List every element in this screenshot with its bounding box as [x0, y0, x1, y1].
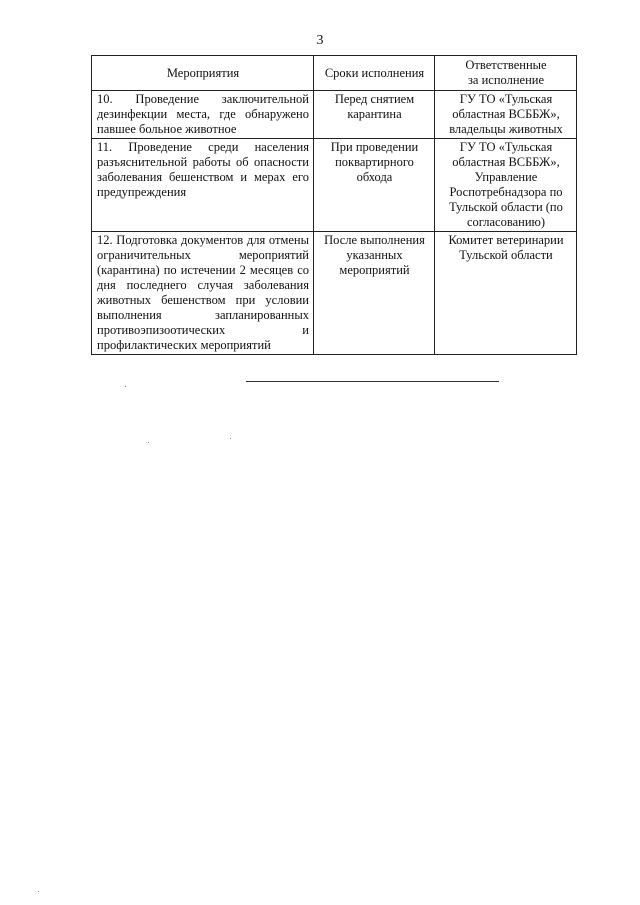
activity-cell: 12. Подготовка документов для отмены ограничительных мероприятий (карантина) по истечении 2 месяцев со дня последнего случая заболевания животных бешенством при условии выполнения запланированных противоэпизоотических и профилактических мероприятий [92, 232, 314, 355]
table-row [92, 232, 577, 355]
table-row [92, 91, 577, 139]
header-responsible-text: Ответственные за исполнение [465, 58, 547, 87]
activity-cell: 11. Проведение среди населения разъяснительной работы об опасности заболевания бешенством и мерах его предупреждения [92, 139, 314, 232]
header-deadlines: Сроки исполнения [314, 56, 435, 91]
activities-table [91, 55, 577, 355]
responsible-cell: ГУ ТО «Тульская областная ВСББЖ», Управление Роспотребнадзора по Тульской области (по согласованию) [435, 139, 577, 232]
deadline-cell: При проведении поквартирного обхода [314, 139, 435, 232]
scan-speck [148, 442, 149, 443]
page-number: 3 [316, 33, 324, 48]
scan-speck [125, 386, 126, 387]
responsible-cell: ГУ ТО «Тульская областная ВСББЖ», владельцы животных [435, 91, 577, 139]
table-header-row [92, 56, 577, 91]
table-row [92, 139, 577, 232]
responsible-cell: Комитет ветеринарии Тульской области [435, 232, 577, 355]
scan-speck [38, 891, 39, 892]
header-activities: Мероприятия [92, 56, 314, 91]
deadline-cell: Перед снятием карантина [314, 91, 435, 139]
scan-speck [230, 438, 231, 439]
activity-cell: 10. Проведение заключительной дезинфекции места, где обнаружено павшее больное животное [92, 91, 314, 139]
deadline-cell: После выполнения указанных мероприятий [314, 232, 435, 355]
end-of-document-rule [246, 381, 499, 382]
header-responsible [435, 56, 577, 91]
